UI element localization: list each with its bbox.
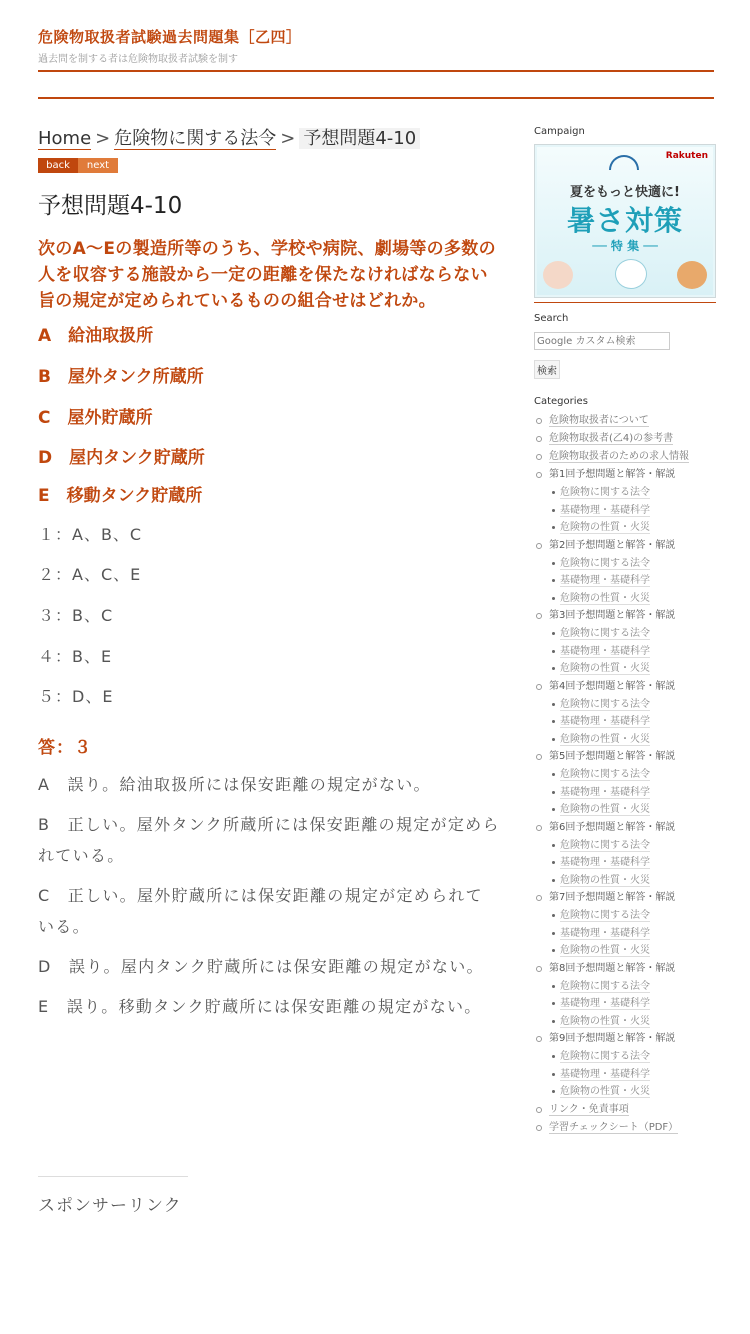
explanation-b: B 正しい。屋外タンク所蔵所には保安距離の規定が定められている。 <box>38 815 500 865</box>
subcategory-item[interactable] <box>549 1083 716 1101</box>
breadcrumb-home-link[interactable]: Home <box>38 128 92 149</box>
explanation-d: D 誤り。屋内タンク貯蔵所には保安距離の規定がない。 <box>38 957 484 976</box>
subcategory-link[interactable]: 危険物に関する法令 <box>560 628 650 639</box>
subcategory-item[interactable] <box>549 643 716 661</box>
rakuten-logo: Rakuten <box>665 151 708 161</box>
subcategory-item[interactable] <box>549 837 716 855</box>
header-divider <box>38 70 714 72</box>
option-e: E 移動タンク貯蔵所 <box>38 486 203 506</box>
sponsor-label: スポンサーリンク <box>38 1196 182 1216</box>
subcategory-item[interactable] <box>549 872 716 890</box>
category-group-label: 第8回予想問題と解答・解説 <box>549 962 676 974</box>
subcategory-link[interactable]: 危険物に関する法令 <box>560 769 650 780</box>
subcategory-item[interactable] <box>549 713 716 731</box>
category-link[interactable]: 危険物取扱者(乙4)の参考書 <box>549 433 674 444</box>
subcategory-list <box>549 1048 716 1101</box>
subcategory-link[interactable]: 基礎物理・基礎科学 <box>560 1068 650 1080</box>
explanation-e: E 誤り。移動タンク貯蔵所には保安距離の規定がない。 <box>38 997 482 1016</box>
subcategory-item[interactable] <box>549 572 716 590</box>
dog-icon <box>677 261 707 289</box>
subcategory-item[interactable] <box>549 590 716 608</box>
question-text: 次のA～Eの製造所等のうち、学校や病院、劇場等の多数の人を収容する施設から一定の距離を保たなければならない旨の規定が定められているものの組合せはどれか。 <box>38 239 496 311</box>
subcategory-link[interactable]: 危険物の性質・火災 <box>560 663 650 674</box>
subcategory-link[interactable]: 危険物に関する法令 <box>560 698 650 710</box>
banner-line2: 暑さ対策 <box>566 204 683 237</box>
category-group-label: 第6回予想問題と解答・解説 <box>549 821 676 833</box>
subcategory-item[interactable] <box>549 502 716 520</box>
search-title: Search <box>534 313 569 324</box>
subcategory-item[interactable] <box>549 784 716 802</box>
subcategory-link[interactable]: 危険物に関する法令 <box>560 839 650 851</box>
subcategory-link[interactable]: 基礎物理・基礎科学 <box>560 716 650 727</box>
subcategory-item[interactable] <box>549 925 716 943</box>
site-title[interactable]: 危険物取扱者試験過去問題集［乙四］ <box>38 28 302 46</box>
subcategory-item[interactable] <box>549 625 716 643</box>
subcategory-item[interactable] <box>549 978 716 996</box>
subcategory-item[interactable] <box>549 1048 716 1066</box>
category-group-label: 第2回予想問題と解答・解説 <box>549 539 676 551</box>
category-group-label: 第7回予想問題と解答・解説 <box>549 892 676 903</box>
subcategory-link[interactable]: 危険物の性質・火災 <box>560 733 650 745</box>
subcategory-item[interactable] <box>549 519 716 537</box>
category-group-label: 第9回予想問題と解答・解説 <box>549 1033 676 1044</box>
category-group <box>534 889 716 960</box>
subcategory-list <box>549 907 716 960</box>
next-button[interactable]: next <box>78 158 118 173</box>
page-title: 予想問題4-10 <box>38 193 183 219</box>
subcategory-list <box>549 978 716 1031</box>
back-button[interactable]: back <box>38 158 78 173</box>
answer-text: 答：３ <box>38 738 92 758</box>
category-item[interactable] <box>534 448 716 466</box>
subcategory-link[interactable]: 危険物に関する法令 <box>560 557 650 569</box>
subcategory-item[interactable] <box>549 801 716 819</box>
breadcrumb-current: 予想問題4-10 <box>299 128 420 149</box>
subcategory-link[interactable]: 危険物の性質・火災 <box>560 1086 650 1097</box>
choice-3: ３：B、C <box>38 606 114 625</box>
subcategory-list <box>549 625 716 678</box>
sponsor-divider <box>38 1176 188 1177</box>
subcategory-link[interactable]: 基礎物理・基礎科学 <box>560 927 650 939</box>
subcategory-link[interactable]: 危険物の性質・火災 <box>560 945 650 956</box>
subcategory-link[interactable]: 危険物の性質・火災 <box>560 1015 650 1027</box>
category-item[interactable] <box>534 1101 716 1119</box>
category-group-label: 第3回予想問題と解答・解説 <box>549 610 676 621</box>
subcategory-item[interactable] <box>549 995 716 1013</box>
explanation-c: C 正しい。屋外貯蔵所には保安距離の規定が定められている。 <box>38 886 483 936</box>
breadcrumb <box>38 126 500 152</box>
subcategory-item[interactable] <box>549 942 716 960</box>
subcategory-list <box>549 696 716 749</box>
category-link[interactable]: 危険物取扱者のための求人情報 <box>549 451 689 462</box>
bear-icon <box>615 259 647 289</box>
category-item[interactable] <box>534 1119 716 1137</box>
category-group <box>534 819 716 890</box>
category-group-label: 第4回予想問題と解答・解説 <box>549 680 676 692</box>
category-group <box>534 466 716 537</box>
category-group <box>534 960 716 1031</box>
category-group <box>534 748 716 819</box>
subcategory-list <box>549 555 716 608</box>
subcategory-link[interactable]: 基礎物理・基礎科学 <box>560 786 650 798</box>
subcategory-link[interactable]: 危険物に関する法令 <box>560 980 650 992</box>
subcategory-item[interactable] <box>549 907 716 925</box>
sidebar-divider <box>534 302 716 303</box>
breadcrumb-separator: > <box>280 128 296 149</box>
subcategory-item[interactable] <box>549 555 716 573</box>
choice-2: ２：A、C、E <box>38 565 142 584</box>
breadcrumb-category-link[interactable]: 危険物に関する法令 <box>114 128 277 149</box>
site-tagline: 過去問を制する者は危険物取扱者試験を制す <box>38 54 238 65</box>
option-a: A 給油取扱所 <box>38 326 154 346</box>
campaign-title: Campaign <box>534 126 585 137</box>
subcategory-link[interactable]: 基礎物理・基礎科学 <box>560 504 650 516</box>
category-group-label: 第1回予想問題と解答・解説 <box>549 469 676 480</box>
subcategory-link[interactable]: 基礎物理・基礎科学 <box>560 998 650 1009</box>
subcategory-link[interactable]: 危険物に関する法令 <box>560 910 650 921</box>
subcategory-item[interactable] <box>549 731 716 749</box>
category-list <box>534 412 716 1137</box>
subcategory-item[interactable] <box>549 484 716 502</box>
subcategory-link[interactable]: 危険物の性質・火災 <box>560 874 650 886</box>
subcategory-link[interactable]: 危険物の性質・火災 <box>560 804 650 815</box>
subcategory-link[interactable]: 危険物の性質・火災 <box>560 592 650 604</box>
banner-line1: 夏をもっと快適に! <box>570 185 680 200</box>
breadcrumb-separator: > <box>95 128 111 149</box>
main-content <box>38 126 500 1022</box>
category-link[interactable]: 危険物取扱者について <box>549 415 649 426</box>
person-icon <box>543 261 573 289</box>
option-d: D 屋内タンク貯蔵所 <box>38 448 205 468</box>
category-item[interactable] <box>534 412 716 430</box>
post-navigation <box>38 158 500 173</box>
choice-1: １：A、B、C <box>38 525 143 544</box>
subcategory-link[interactable]: 基礎物理・基礎科学 <box>560 645 650 657</box>
explanation-a: A 誤り。給油取扱所には保安距離の規定がない。 <box>38 775 431 794</box>
category-group <box>534 678 716 749</box>
category-group <box>534 537 716 608</box>
option-b: B 屋外タンク所蔵所 <box>38 367 204 387</box>
categories-title: Categories <box>534 396 588 407</box>
subcategory-list <box>549 837 716 890</box>
option-c: C 屋外貯蔵所 <box>38 408 153 428</box>
subcategory-link[interactable]: 基礎物理・基礎科学 <box>560 575 650 586</box>
subcategory-item[interactable] <box>549 766 716 784</box>
category-group <box>534 607 716 678</box>
category-item[interactable] <box>534 430 716 448</box>
subcategory-link[interactable]: 危険物の性質・火災 <box>560 522 650 533</box>
subcategory-item[interactable] <box>549 854 716 872</box>
choice-5: ５：D、E <box>38 687 114 706</box>
sun-icon <box>609 155 639 170</box>
subcategory-item[interactable] <box>549 696 716 714</box>
subcategory-list <box>549 484 716 537</box>
subcategory-item[interactable] <box>549 660 716 678</box>
subcategory-item[interactable] <box>549 1066 716 1084</box>
subcategory-link[interactable]: 危険物に関する法令 <box>560 1051 650 1062</box>
search-input[interactable] <box>534 332 670 350</box>
subcategory-link[interactable]: 危険物に関する法令 <box>560 487 650 498</box>
category-link[interactable]: リンク・免責事項 <box>549 1103 629 1115</box>
category-link[interactable]: 学習チェックシート（PDF） <box>549 1121 679 1133</box>
subcategory-list <box>549 766 716 819</box>
category-group <box>534 1030 716 1101</box>
search-button[interactable]: 検索 <box>534 360 560 379</box>
category-group-label: 第5回予想問題と解答・解説 <box>549 751 676 762</box>
campaign-banner[interactable] <box>534 144 716 298</box>
sidebar <box>534 126 716 1137</box>
nav-divider <box>38 97 714 99</box>
subcategory-item[interactable] <box>549 1013 716 1031</box>
subcategory-link[interactable]: 基礎物理・基礎科学 <box>560 857 650 868</box>
choice-4: ４：B、E <box>38 647 113 666</box>
banner-line3: ── 特 集 ── <box>592 239 658 253</box>
